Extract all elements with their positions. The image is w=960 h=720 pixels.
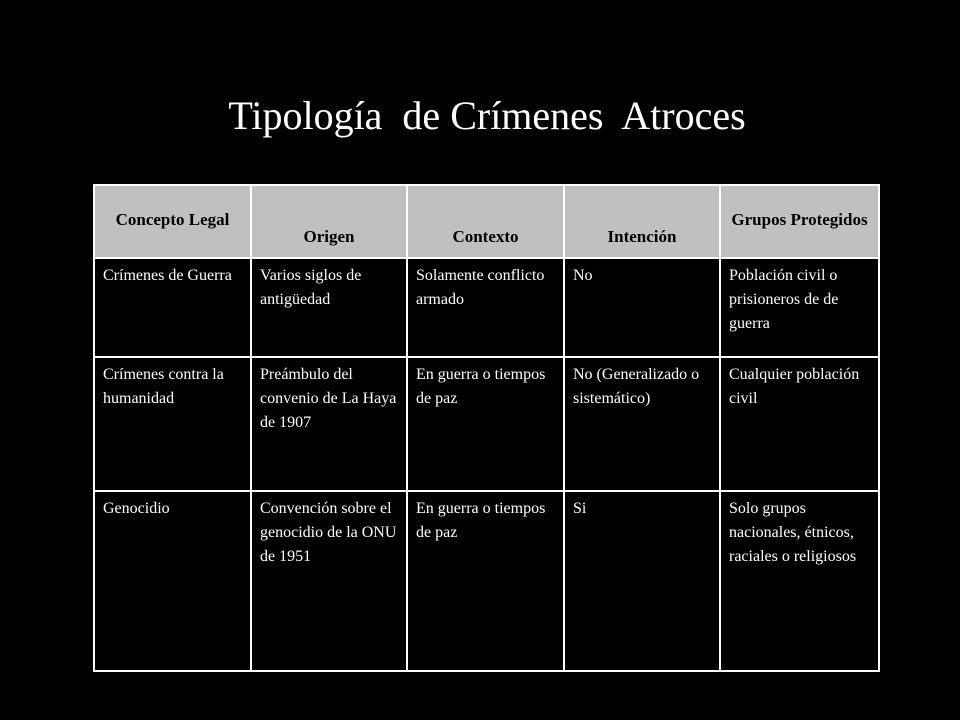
cell-origen: Preámbulo del convenio de La Haya de 1907 [251, 357, 407, 491]
cell-concepto-legal: Genocidio [94, 491, 251, 671]
cell-grupos-protegidos: Solo grupos nacionales, étnicos, raciales o religiosos [720, 491, 879, 671]
cell-origen: Varios siglos de antigüedad [251, 258, 407, 357]
cell-intencion: No [564, 258, 720, 357]
header-intencion: Intención [564, 185, 720, 258]
header-grupos-protegidos: Grupos Protegidos [720, 185, 879, 258]
slide-title: Tipología de Crímenes Atroces [228, 93, 746, 138]
cell-grupos-protegidos: Población civil o prisioneros de de guerra [720, 258, 879, 357]
table-row [94, 491, 879, 671]
cell-contexto: En guerra o tiempos de paz [407, 357, 564, 491]
cell-concepto-legal: Crímenes contra la humanidad [94, 357, 251, 491]
cell-contexto: Solamente conflicto armado [407, 258, 564, 357]
table-row [94, 258, 879, 357]
table-header-row [94, 185, 879, 258]
header-contexto: Contexto [407, 185, 564, 258]
cell-grupos-protegidos: Cualquier población civil [720, 357, 879, 491]
cell-concepto-legal: Crímenes de Guerra [94, 258, 251, 357]
table-row [94, 357, 879, 491]
header-origen: Origen [251, 185, 407, 258]
cell-intencion: Si [564, 491, 720, 671]
header-concepto-legal: Concepto Legal [94, 185, 251, 258]
cell-contexto: En guerra o tiempos de paz [407, 491, 564, 671]
typology-table [93, 184, 880, 672]
cell-origen: Convención sobre el genocidio de la ONU de 1951 [251, 491, 407, 671]
cell-intencion: No (Generalizado o sistemático) [564, 357, 720, 491]
